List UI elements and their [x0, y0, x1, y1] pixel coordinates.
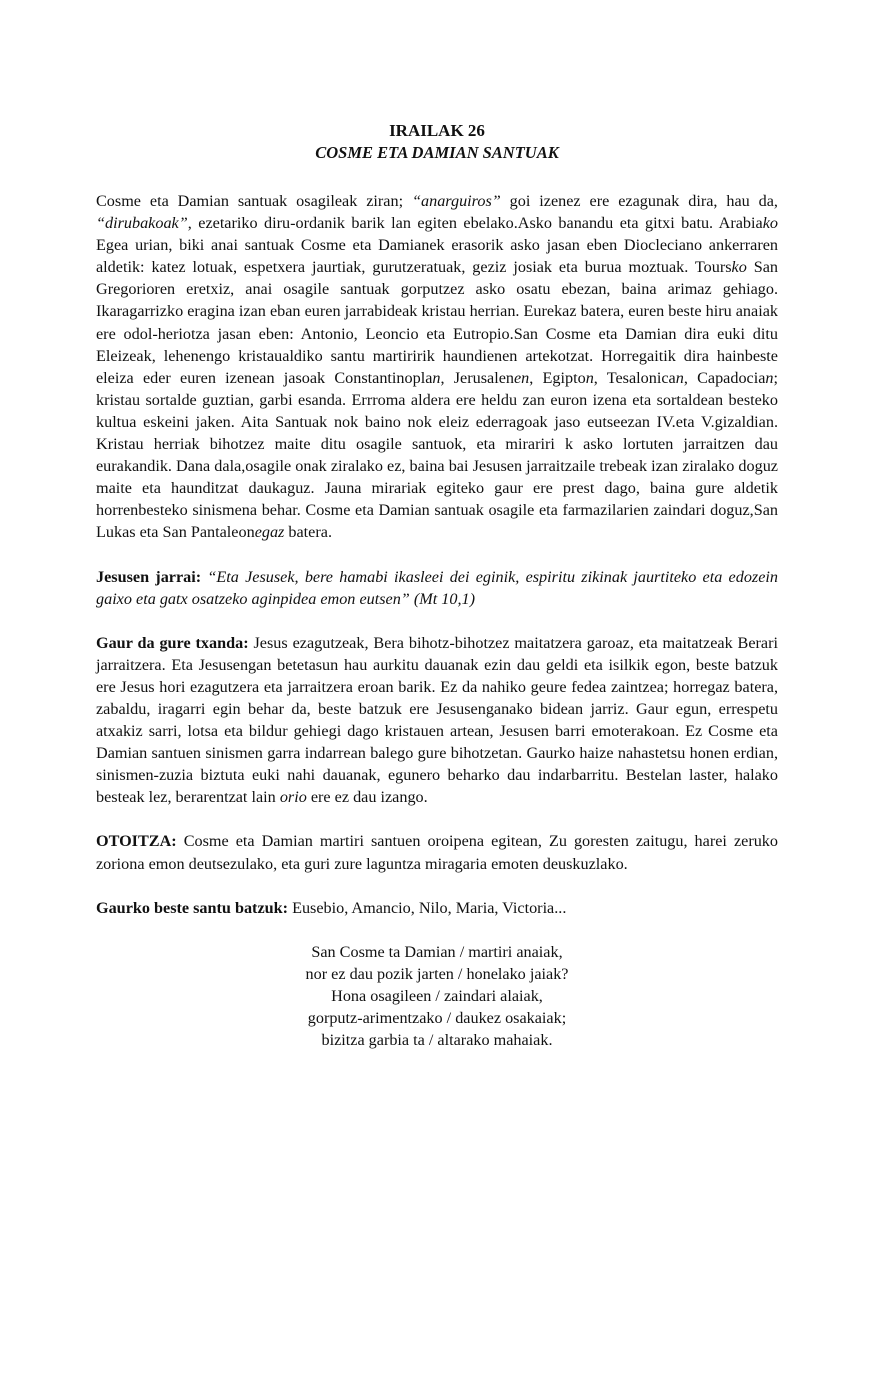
- gaurko-label: Gaurko beste santu batzuk:: [96, 898, 289, 917]
- jesusen-quote: “Eta Jesusek, bere hamabi ikasleei dei eginik, espiritu zikinak jaurtiteko eta edozein gaixo eta gatx osatzeko aginpidea emon eutsen” (Mt 10,1): [96, 567, 779, 608]
- poem-line: San Cosme ta Damian / martiri anaiak,: [311, 942, 563, 961]
- dirubakoak-term: “dirubakoak”: [96, 214, 188, 233]
- intro-text: goi izenez ere ezagunak dira, hau da,: [500, 192, 778, 210]
- page-date: IRAILAK 26: [389, 121, 485, 140]
- intro-text: , Jerusalen: [440, 368, 514, 387]
- document-page: [96, 120, 778, 1051]
- intro-text: San Gregorioren eretxiz, anai osagile santuak gorputzez asko osatu ebezan, baina arimaz gehiago. Ikaragarrizko eragina izan eban euren jarrabideak kristau herrian. Eurekaz batera, euren beste hiru anaiak ere odol-heriotza jasan eben: Antonio, Leoncio eta Eutropio.San Cosme eta Damian dira euki ditu Eleizeak, lehenengo kristaualdiko santu martiririk haundienen artekotzat. Horregaitik dira hainbeste eleiza eder euren izenean jasoak Constantinopla: [96, 258, 779, 387]
- poem: [96, 941, 778, 1051]
- intro-text: Cosme eta Damian santuak osagileak ziran;: [96, 192, 412, 210]
- poem-line: nor ez dau pozik jarten / honelako jaiak?: [305, 964, 569, 983]
- gaur-text: ere ez dau izango.: [306, 788, 428, 807]
- otoitza-paragraph: [96, 830, 778, 874]
- intro-text: , Egipto: [529, 368, 586, 387]
- intro-text: Egea urian, biki anai santuak Cosme eta Damianek erasorik asko jasan eben Diocleciano ankerraren aldetik: katez lotuak, espetxera jaurtiak, gurutzeratuak, geziz josiak eta burua moztuak. Tours: [96, 236, 778, 277]
- gaurko-paragraph: [96, 897, 778, 919]
- gaur-paragraph: [96, 632, 778, 809]
- italic-suffix: n: [432, 368, 441, 387]
- poem-line: Hona osagileen / zaindari alaiak,: [331, 986, 543, 1005]
- italic-suffix: ko: [731, 258, 747, 277]
- intro-text: , Tesalonica: [593, 368, 676, 387]
- jesusen-paragraph: [96, 566, 778, 610]
- anarguiros-term: “anarguiros”: [412, 192, 501, 210]
- italic-suffix: egaz: [254, 523, 285, 542]
- otoitza-label: OTOITZA:: [96, 832, 177, 851]
- otoitza-text: Cosme eta Damian martiri santuen oroipena egitean, Zu goresten zaitugu, harei zeruko zoriona emon deutsezulako, eta guri zure laguntza miragaria emoten deuskuzlako.: [96, 832, 778, 873]
- page-title: COSME ETA DAMIAN SANTUAK: [315, 143, 559, 162]
- jesusen-label: Jesusen jarrai:: [96, 567, 202, 586]
- poem-line: bizitza garbia ta / altarako mahaiak.: [321, 1031, 553, 1050]
- gaurko-text: Eusebio, Amancio, Nilo, Maria, Victoria...: [288, 898, 567, 917]
- intro-text: , Capadocia: [683, 368, 766, 387]
- intro-text: , ezetariko diru-ordanik barik lan egiten ebelako.Asko banandu eta gitxi batu. Arabia: [187, 214, 763, 233]
- italic-suffix: n: [585, 368, 594, 387]
- italic-suffix: en: [513, 368, 530, 387]
- intro-paragraph: [96, 190, 778, 544]
- poem-line: gorputz-arimentzako / daukez osakaiak;: [307, 1009, 567, 1027]
- gaur-label: Gaur da gure txanda:: [96, 633, 249, 652]
- intro-text: ; kristau sortalde guztian, garbi esanda. Errroma aldera ere heldu zan euron izena eta sortaldean besteko kultua eskeini jaken. Aita Santuak nok baino nok eleiz ederragoak jaso eutseezan IV.eta V.gizaldian. Kristau herriak bihotzez maite ditu osagile santuok, eta mirariri k asko lortuten jarraitzen dau eurakandik. Dana dala,osagile onak ziralako ez, baina bai Jesusen jarraitzaile trebeak izan ziralako doguz maite eta haunditzat daukaguz. Jauna mirariak egiteko gaur ere prest dago, baina gure aldetik horrenbesteko sinismena behar. Cosme eta Damian santuak osagile eta farmazilarien zaindari doguz,San Lukas eta San Pantaleon: [96, 368, 778, 542]
- italic-suffix: n: [765, 368, 774, 387]
- orio-term: orio: [279, 788, 307, 807]
- italic-suffix: n: [675, 368, 684, 387]
- gaur-text: Jesus ezagutzeak, Bera bihotz-bihotzez maitatzera garoaz, eta maitatzeak Berari jarraitzera. Eta Jesusengan betetasun hau aurkitu dauanak ezin dau geldi eta isilkik egon, beste batzuk ere Jesus hori ezagutzera eta jarraitzera eroan barik. Ez da nahiko geure fedea zaintzea; horregaz batera, zabaldu, iragarri egin behar da, beste batzuk ere Jesusenganako bidean jarriz. Gaur egun, errespetu atxakiz sarri, lotsa eta bildur gehiegi dago kristauen artean, Jesusen barri emoterakoan. Ez Cosme eta Damian santuen sinismen garra indarrean balego gure bihotzetan. Gaurko haize nahastetsu honen erdian, sinismen-zuzia biztuta euki nahi dauanak, egunero beharko dau indarbarritu. Bestelan laster, halako besteak lez, berarentzat lain: [96, 633, 779, 807]
- italic-suffix: ko: [762, 214, 778, 233]
- intro-text: batera.: [284, 523, 332, 542]
